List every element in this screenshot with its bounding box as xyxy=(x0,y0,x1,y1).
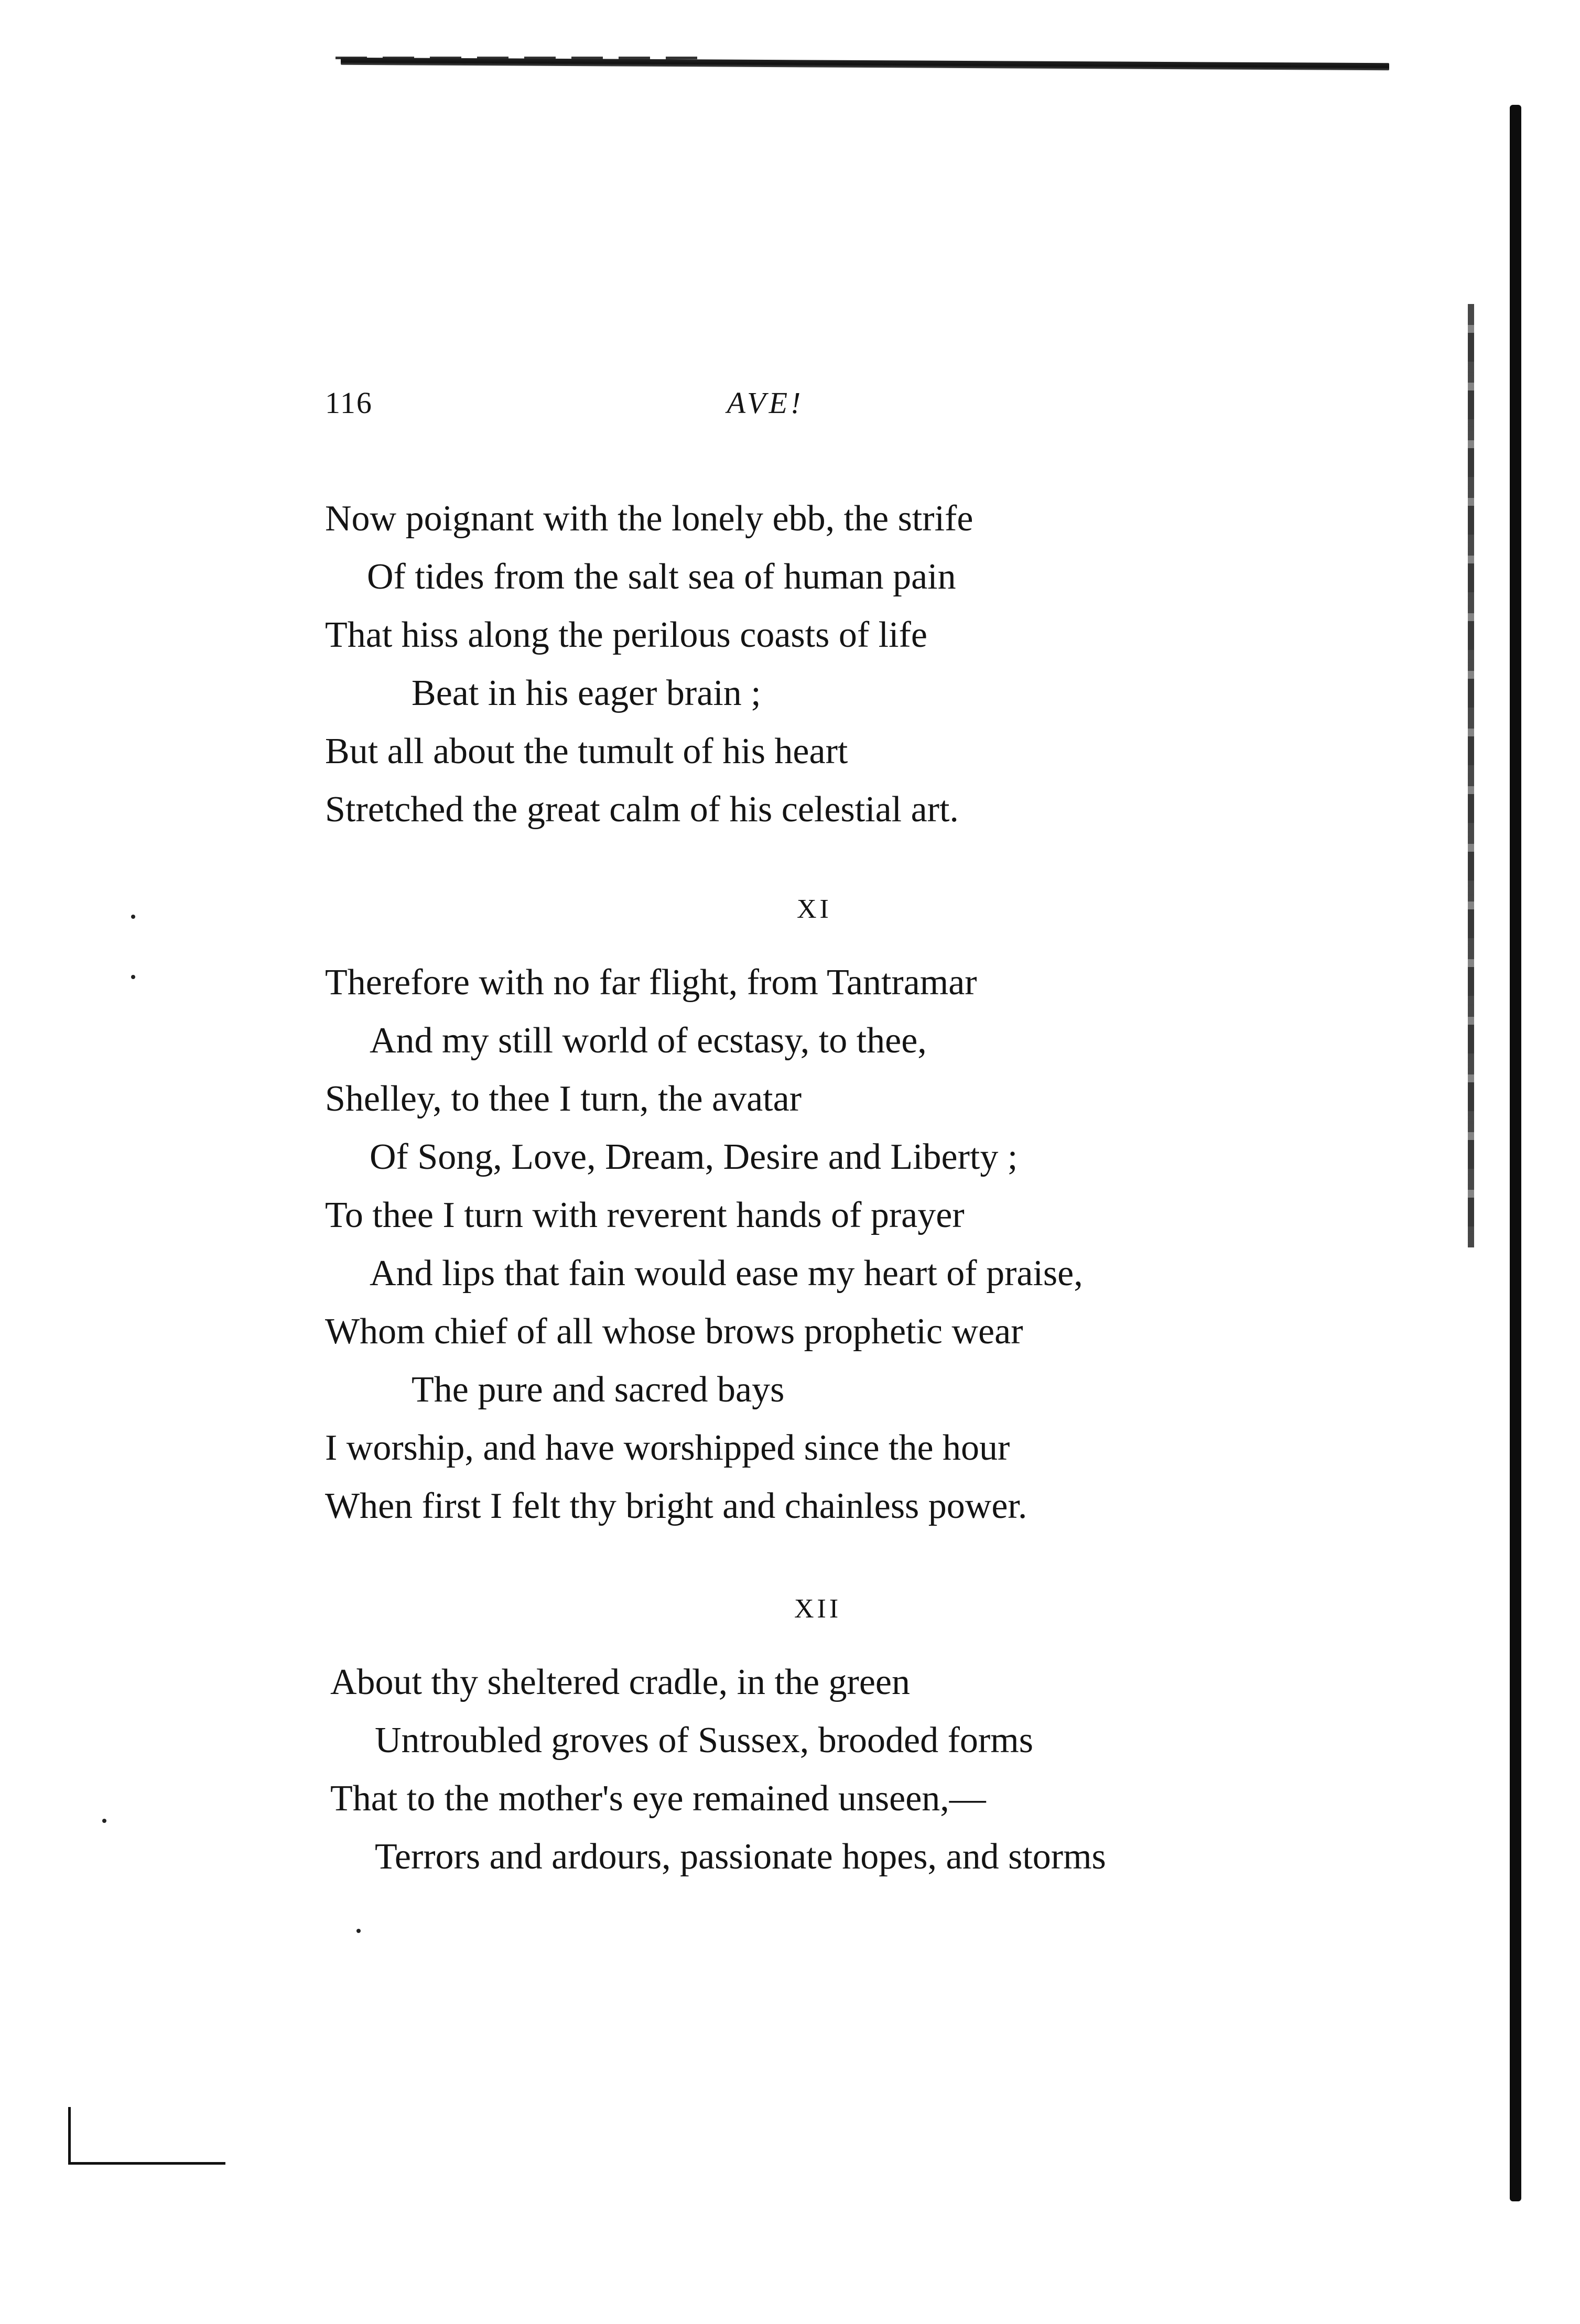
section-numeral: XI xyxy=(797,894,832,924)
scan-artifact-bottom-rule xyxy=(68,2162,225,2165)
verse-line: And lips that fain would ease my heart of praise, xyxy=(370,1253,1083,1294)
verse-line: And my still world of ecstasy, to thee, xyxy=(370,1020,927,1061)
running-title: AVE! xyxy=(727,386,804,420)
verse-line: Of tides from the salt sea of human pain xyxy=(367,557,956,597)
page-number: 116 xyxy=(325,386,373,420)
verse-line: Whom chief of all whose brows prophetic wear xyxy=(325,1311,1023,1352)
verse-line: Shelley, to thee I turn, the avatar xyxy=(325,1079,802,1119)
scan-artifact-top-rule xyxy=(341,58,1389,70)
verse-line: Of Song, Love, Dream, Desire and Liberty ; xyxy=(370,1137,1018,1177)
scan-speck xyxy=(131,975,135,979)
scan-speck xyxy=(102,1819,106,1823)
verse-line: Beat in his eager brain ; xyxy=(412,673,761,713)
verse-line: I worship, and have worshipped since the hour xyxy=(325,1428,1010,1468)
verse-line: The pure and sacred bays xyxy=(412,1370,785,1410)
verse-line: That to the mother's eye remained unseen,— xyxy=(330,1778,986,1819)
verse-line: Stretched the great calm of his celestial art. xyxy=(325,789,959,830)
verse-line: Untroubled groves of Sussex, brooded forms xyxy=(375,1720,1033,1761)
verse-line: To thee I turn with reverent hands of prayer xyxy=(325,1195,965,1235)
verse-line: That hiss along the perilous coasts of life xyxy=(325,615,927,655)
scan-artifact-left-tick xyxy=(68,2107,71,2165)
verse-line: Now poignant with the lonely ebb, the strife xyxy=(325,498,973,539)
running-head xyxy=(325,385,1059,432)
verse-line: About thy sheltered cradle, in the green xyxy=(330,1662,910,1702)
verse-line: Therefore with no far flight, from Tantramar xyxy=(325,962,977,1003)
scan-artifact-right-inner xyxy=(1468,304,1474,1247)
scan-artifact-right-edge xyxy=(1510,105,1521,2201)
verse-line: But all about the tumult of his heart xyxy=(325,731,848,772)
section-numeral: XII xyxy=(794,1594,842,1624)
verse-line: When first I felt thy bright and chainless power. xyxy=(325,1486,1027,1526)
scan-speck xyxy=(131,915,135,919)
verse-line: Terrors and ardours, passionate hopes, and storms xyxy=(375,1837,1106,1877)
scan-speck xyxy=(356,1929,361,1933)
